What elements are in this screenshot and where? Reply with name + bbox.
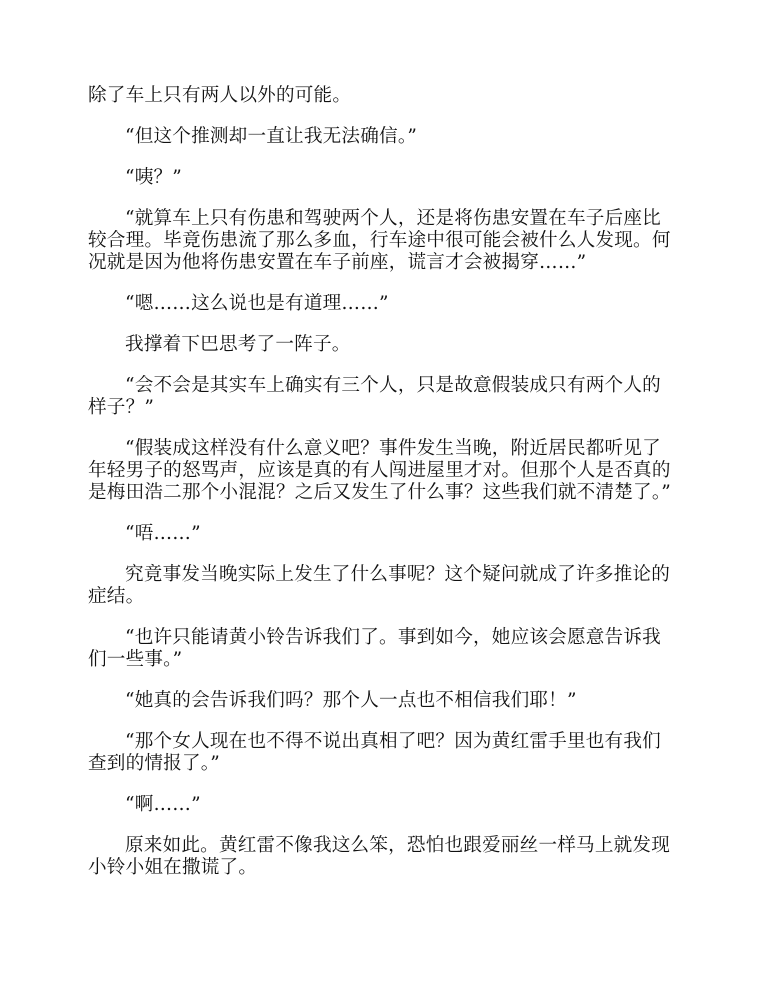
paragraph: “会不会是其实车上确实有三个人，只是故意假装成只有两个人的样子？”	[88, 375, 661, 418]
paragraph: “但这个推测却一直让我无法确信。”	[125, 126, 418, 147]
paragraph: “啊……”	[125, 794, 201, 815]
paragraph: 究竟事发当晚实际上发生了什么事呢？这个疑问就成了许多推论的症结。	[88, 564, 671, 607]
paragraph: “嗯……这么说也是有道理……”	[125, 293, 389, 314]
document-body	[88, 85, 678, 898]
paragraph: 原来如此。黄红雷不像我这么笨，恐怕也跟爱丽丝一样马上就发现小铃小姐在撒谎了。	[88, 835, 671, 878]
paragraph: “那个女人现在也不得不说出真相了吧？因为黄红雷手里也有我们查到的情报了。”	[88, 731, 661, 774]
paragraph: “假装成这样没有什么意义吧？事件发生当晚，附近居民都听见了年轻男子的怒骂声，应该是真的有人闯进屋里才对。但那个人是否真的是梅田浩二那个小混混？之后又发生了什么事？这些我们就不清楚了。”	[88, 438, 672, 503]
paragraph: “唔……”	[125, 523, 201, 544]
paragraph: “就算车上只有伤患和驾驶两个人，还是将伤患安置在车子后座比较合理。毕竟伤患流了那么多血，行车途中很可能会被什么人发现。何况就是因为他将伤患安置在车子前座，谎言才会被揭穿……”	[88, 208, 671, 273]
paragraph: 除了车上只有两人以外的可能。	[88, 85, 352, 106]
paragraph: “也许只能请黄小铃告诉我们了。事到如今，她应该会愿意告诉我们一些事。”	[88, 627, 661, 670]
paragraph: “咦？”	[125, 167, 182, 188]
paragraph: 我撑着下巴思考了一阵子。	[125, 334, 351, 355]
paragraph: “她真的会告诉我们吗？那个人一点也不相信我们耶！”	[125, 690, 577, 711]
